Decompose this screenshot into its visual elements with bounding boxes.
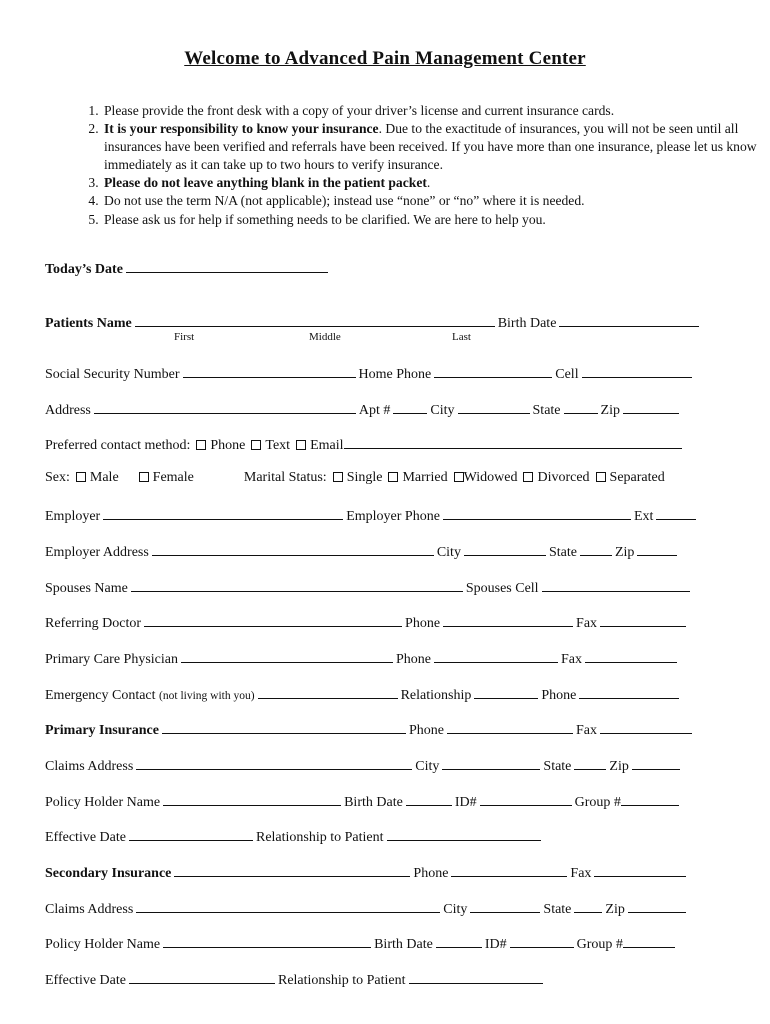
email-option-label: Email (310, 438, 344, 453)
primary-zip-field[interactable] (632, 756, 680, 770)
instruction-item: 5. Please ask us for help if something needs to be clarified. We are here to help you. (102, 211, 770, 229)
referring-doctor-row (45, 613, 725, 632)
male-label: Male (89, 470, 119, 485)
separated-checkbox[interactable] (596, 472, 606, 482)
secondary-birth-date-field[interactable] (436, 934, 482, 948)
primary-id-field[interactable] (480, 792, 572, 806)
address-field[interactable] (94, 400, 356, 414)
preferred-contact-row (45, 435, 725, 454)
last-name-caption: Last (452, 331, 471, 343)
pcp-field[interactable] (181, 649, 393, 663)
relationship-field[interactable] (474, 685, 538, 699)
employer-zip-field[interactable] (637, 542, 677, 556)
primary-insurance-label: Primary Insurance (45, 723, 159, 738)
pcp-fax-label: Fax (560, 652, 582, 667)
instruction-item: 4. Do not use the term N/A (not applicable); instead use “none” or “no” where it is needed. (102, 192, 770, 210)
referring-phone-label: Phone (405, 616, 441, 631)
secondary-state-label: State (543, 902, 572, 917)
secondary-insurance-label: Secondary Insurance (45, 866, 172, 881)
secondary-phone-label: Phone (413, 866, 449, 881)
phone-option-label: Phone (210, 438, 246, 453)
instruction-item: 3. Please do not leave anything blank in the patient packet. (102, 174, 770, 192)
zip-field[interactable] (623, 400, 679, 414)
female-label: Female (152, 470, 194, 485)
married-checkbox[interactable] (388, 472, 398, 482)
form-title: Welcome to Advanced Pain Management Center (184, 48, 586, 69)
secondary-city-label: City (443, 902, 468, 917)
middle-name-caption: Middle (309, 331, 341, 343)
secondary-insurance-field[interactable] (174, 863, 410, 877)
secondary-birth-date-label: Birth Date (374, 937, 433, 952)
primary-effective-date-field[interactable] (129, 827, 253, 841)
text-option-label: Text (265, 438, 291, 453)
ssn-row (45, 364, 725, 383)
primary-group-field[interactable] (621, 792, 679, 806)
secondary-phone-field[interactable] (451, 863, 567, 877)
preferred-contact-label: Preferred contact method: (45, 438, 191, 453)
primary-birth-date-field[interactable] (406, 792, 452, 806)
phone-checkbox[interactable] (196, 440, 206, 450)
secondary-claims-address-field[interactable] (136, 899, 440, 913)
cell-field[interactable] (582, 364, 692, 378)
primary-insurance-row (45, 720, 725, 739)
spouses-row (45, 578, 725, 597)
primary-id-label: ID# (454, 795, 477, 810)
secondary-policy-holder-field[interactable] (163, 934, 371, 948)
primary-relationship-field[interactable] (387, 827, 541, 841)
secondary-effective-row (45, 970, 725, 989)
single-checkbox[interactable] (333, 472, 343, 482)
state-field[interactable] (564, 400, 598, 414)
email-field[interactable] (344, 435, 682, 449)
primary-claims-row (45, 756, 725, 775)
pcp-phone-field[interactable] (434, 649, 558, 663)
patients-name-label: Patients Name (45, 316, 132, 331)
primary-effective-row (45, 827, 725, 846)
emergency-contact-field[interactable] (258, 685, 398, 699)
primary-fax-field[interactable] (600, 720, 692, 734)
birth-date-field[interactable] (559, 313, 699, 327)
employer-field[interactable] (103, 506, 343, 520)
home-phone-field[interactable] (434, 364, 552, 378)
relationship-label: Relationship (400, 688, 472, 703)
ext-field[interactable] (656, 506, 696, 520)
male-checkbox[interactable] (76, 472, 86, 482)
primary-state-label: State (543, 759, 572, 774)
city-label: City (430, 403, 455, 418)
primary-city-label: City (415, 759, 440, 774)
emergency-contact-label: Emergency Contact (45, 688, 156, 703)
secondary-zip-label: Zip (605, 902, 625, 917)
widowed-label: Widowed (463, 470, 518, 485)
secondary-claims-address-label: Claims Address (45, 902, 134, 917)
referring-fax-label: Fax (576, 616, 598, 631)
primary-insurance-field[interactable] (162, 720, 406, 734)
employer-zip-label: Zip (614, 545, 635, 560)
primary-phone-label: Phone (408, 723, 444, 738)
employer-city-field[interactable] (464, 542, 546, 556)
employer-address-row (45, 542, 725, 561)
employer-state-field[interactable] (580, 542, 612, 556)
state-label: State (532, 403, 561, 418)
sex-marital-row (45, 470, 725, 486)
employer-city-label: City (436, 545, 461, 560)
spouses-cell-field[interactable] (542, 578, 690, 592)
text-checkbox[interactable] (251, 440, 261, 450)
address-label: Address (45, 403, 91, 418)
secondary-policy-holder-label: Policy Holder Name (45, 937, 161, 952)
divorced-checkbox[interactable] (523, 472, 533, 482)
ssn-label: Social Security Number (45, 367, 180, 382)
emergency-phone-field[interactable] (579, 685, 679, 699)
employer-phone-label: Employer Phone (346, 509, 440, 524)
primary-city-field[interactable] (442, 756, 540, 770)
zip-label: Zip (600, 403, 620, 418)
secondary-state-field[interactable] (574, 899, 602, 913)
secondary-id-label: ID# (484, 937, 507, 952)
email-checkbox[interactable] (296, 440, 306, 450)
widowed-checkbox[interactable] (454, 472, 464, 482)
employer-state-label: State (548, 545, 577, 560)
secondary-group-field[interactable] (623, 934, 675, 948)
employer-phone-field[interactable] (443, 506, 631, 520)
divorced-label: Divorced (537, 470, 590, 485)
first-name-caption: First (174, 331, 195, 343)
secondary-zip-field[interactable] (628, 899, 686, 913)
referring-doctor-field[interactable] (144, 613, 402, 627)
secondary-insurance-row (45, 863, 725, 882)
primary-state-field[interactable] (574, 756, 606, 770)
primary-relationship-label: Relationship to Patient (255, 830, 384, 845)
patient-name-row (45, 313, 725, 332)
single-label: Single (346, 470, 383, 485)
apt-label: Apt # (358, 403, 391, 418)
todays-date-field[interactable] (126, 259, 328, 273)
secondary-effective-date-label: Effective Date (45, 973, 126, 988)
secondary-policy-row (45, 934, 725, 953)
employer-address-label: Employer Address (45, 545, 149, 560)
instructions-list (60, 102, 770, 229)
primary-effective-date-label: Effective Date (45, 830, 126, 845)
secondary-city-field[interactable] (470, 899, 540, 913)
birth-date-label: Birth Date (497, 316, 557, 331)
primary-zip-label: Zip (609, 759, 629, 774)
employer-row (45, 506, 725, 525)
address-row (45, 400, 725, 419)
pcp-fax-field[interactable] (585, 649, 677, 663)
primary-claims-address-field[interactable] (136, 756, 412, 770)
spouses-cell-label: Spouses Cell (465, 581, 539, 596)
referring-phone-field[interactable] (443, 613, 573, 627)
pcp-label: Primary Care Physician (45, 652, 178, 667)
secondary-fax-field[interactable] (594, 863, 686, 877)
separated-label: Separated (609, 470, 665, 485)
secondary-fax-label: Fax (570, 866, 592, 881)
female-checkbox[interactable] (139, 472, 149, 482)
secondary-claims-row (45, 899, 725, 918)
patients-name-field[interactable] (135, 313, 495, 327)
secondary-group-label: Group # (576, 937, 623, 952)
city-field[interactable] (458, 400, 530, 414)
pcp-row (45, 649, 725, 668)
instruction-item: 2. It is your responsibility to know your insurance. Due to the exactitude of insurances, you will not be seen until all insurances have been verified and referrals have been received. If you have more than one insurance, please let us know immediately as it can take up to two hours to verify insurance. (102, 120, 770, 174)
spouses-name-label: Spouses Name (45, 581, 128, 596)
not-living-note: (not living with you) (159, 690, 255, 702)
referring-doctor-label: Referring Doctor (45, 616, 142, 631)
employer-label: Employer (45, 509, 101, 524)
secondary-id-field[interactable] (510, 934, 574, 948)
primary-group-label: Group # (574, 795, 621, 810)
pcp-phone-label: Phone (395, 652, 431, 667)
marital-status-label: Marital Status: (243, 470, 327, 485)
primary-policy-holder-field[interactable] (163, 792, 341, 806)
married-label: Married (402, 470, 448, 485)
secondary-effective-date-field[interactable] (129, 970, 275, 984)
referring-fax-field[interactable] (600, 613, 686, 627)
primary-claims-address-label: Claims Address (45, 759, 134, 774)
todays-date-row (45, 259, 725, 278)
primary-fax-label: Fax (575, 723, 597, 738)
cell-label: Cell (555, 367, 579, 382)
instruction-item: 1. Please provide the front desk with a copy of your driver’s license and current insurance cards. (102, 102, 770, 120)
secondary-relationship-field[interactable] (409, 970, 543, 984)
secondary-relationship-label: Relationship to Patient (277, 973, 406, 988)
spouses-name-field[interactable] (131, 578, 463, 592)
home-phone-label: Home Phone (358, 367, 432, 382)
ext-label: Ext (633, 509, 654, 524)
sex-label: Sex: (45, 470, 70, 485)
primary-policy-holder-label: Policy Holder Name (45, 795, 161, 810)
todays-date-label: Today’s Date (45, 262, 123, 277)
emergency-contact-row (45, 685, 725, 704)
apt-field[interactable] (393, 400, 427, 414)
primary-policy-row (45, 792, 725, 811)
employer-address-field[interactable] (152, 542, 434, 556)
primary-phone-field[interactable] (447, 720, 573, 734)
ssn-field[interactable] (183, 364, 356, 378)
emergency-phone-label: Phone (541, 688, 577, 703)
primary-birth-date-label: Birth Date (344, 795, 403, 810)
